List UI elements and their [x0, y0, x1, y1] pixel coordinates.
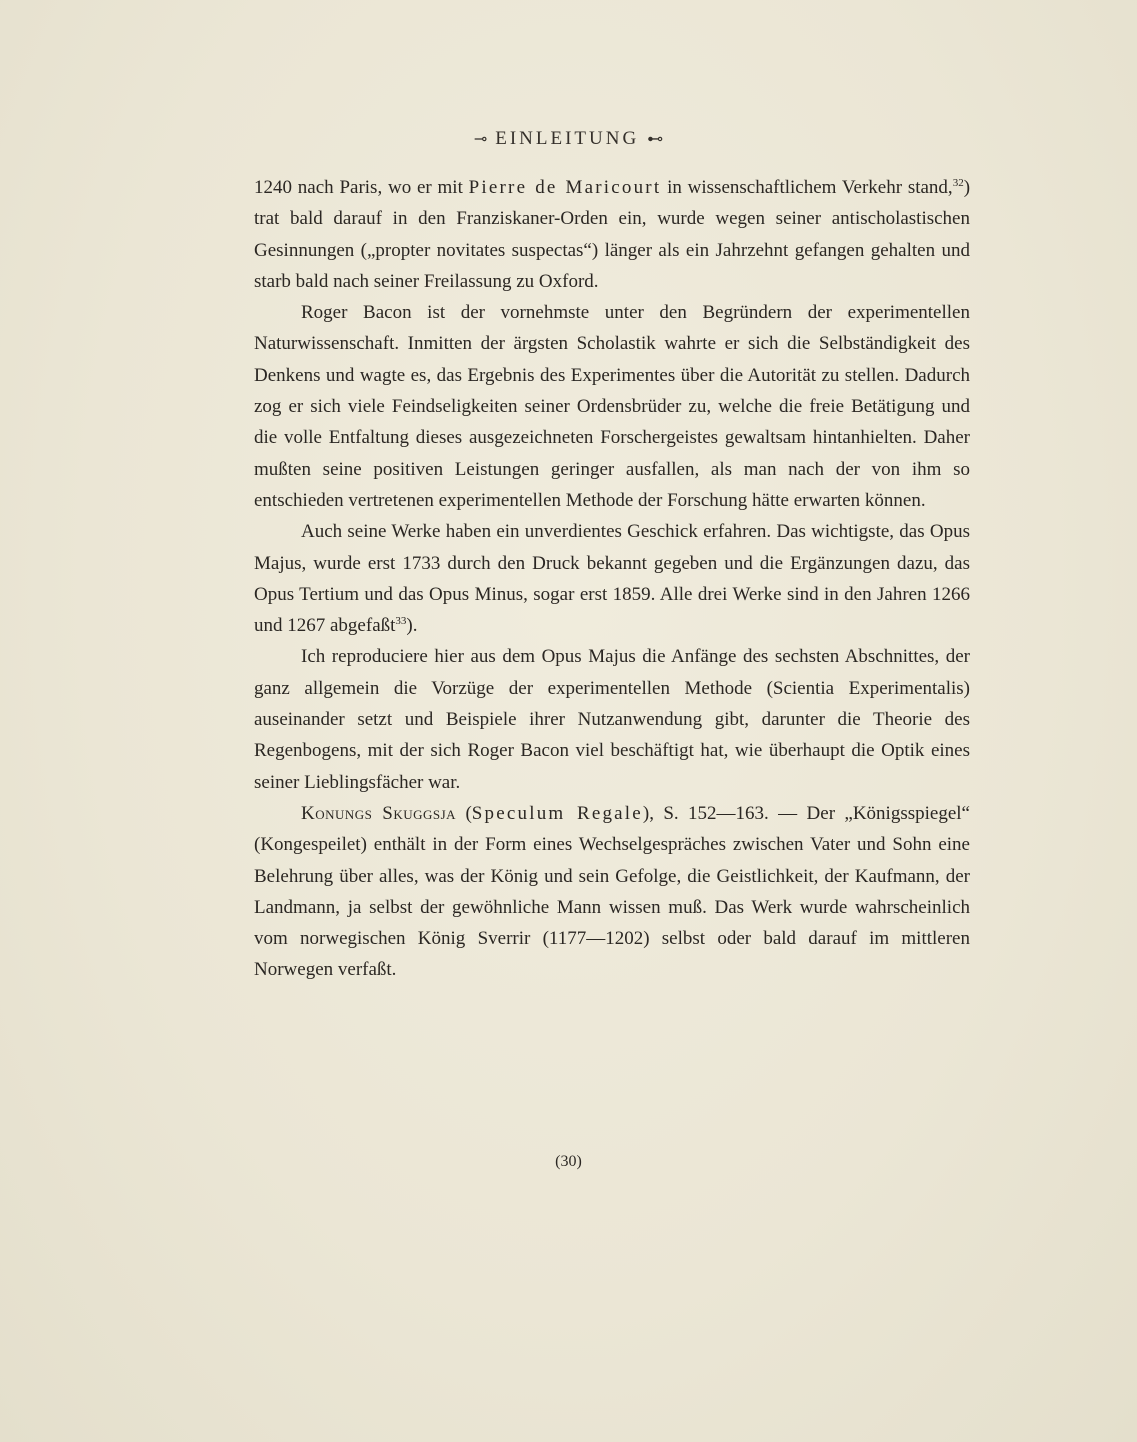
paragraph-3-text-a: Auch seine Werke haben ein unverdientes Geschick erfahren. Das wichtigste, das Opus Majus, wurde erst 1733 durch den Druck bekannt gegeben und die Ergänzungen dazu, das Opus Tertium und das Opus Minus, sogar erst 1859. Alle drei Werke sind in den Jahren 1266 und 1267 abgefaßt [254, 521, 970, 637]
paragraph-3 [254, 516, 970, 641]
source-title: Speculum Regale [471, 802, 643, 824]
source-author: Konungs Skuggsja [301, 802, 457, 824]
paragraph-1 [254, 172, 970, 297]
left-ornament-icon: ⊸ [473, 131, 488, 148]
paragraph-5 [254, 798, 970, 986]
header-title: EINLEITUNG [495, 128, 640, 149]
paragraph-4: Ich reproduciere hier aus dem Opus Majus die Anfänge des sechsten Abschnittes, der ganz allgemein die Vorzüge der experimentellen Methode (Scientia Experimentalis) auseinander setzt und Beispiele ihrer Nutzanwendung gibt, darunter die Theorie des Regenbogens, mit der sich Roger Bacon viel beschäftigt hat, wie überhaupt die Optik eines seiner Lieblingsfächer war. [254, 646, 970, 793]
paragraph-5-text-a: ( [456, 802, 472, 824]
body-text [254, 172, 970, 986]
paragraph-5-text-b: ), S. 152—163. — Der „Königsspiegel“ (Kongespeilet) enthält in der Form eines Wechselgespräches zwischen Vater und Sohn eine Belehrung über alles, was der König und sein Gefolge, die Geistlichkeit, der Kaufmann, der Landmann, ja selbst der gewöhnliche Mann wissen muß. Das Werk wurde wahrscheinlich vom norwegischen König Sverrir (1177—1202) selbst oder bald darauf im mittleren Norwegen verfaßt. [254, 802, 970, 981]
footnote-ref-33: 33 [395, 615, 407, 628]
paragraph-1-text-c: ) trat bald darauf in den Franziskaner-Orden ein, wurde wegen seiner antischolastischen Gesinnungen („propter novitates suspectas“) länger als ein Jahrzehnt gefangen gehalten und starb bald nach seiner Freilassung zu Oxford. [254, 177, 971, 292]
paragraph-3-text-b: ). [406, 615, 418, 637]
right-ornament-icon: ⊷ [647, 131, 664, 148]
person-name-maricourt: Pierre de Maricourt [468, 177, 662, 198]
paragraph-2: Roger Bacon ist der vornehmste unter den Begründern der experimentellen Naturwissenschaft. Inmitten der ärgsten Scholastik wahrte er sich die Selbständigkeit des Denkens und wagte es, das Ergebnis des Experimentes über die Autorität zu stellen. Dadurch zog er sich viele Feindseligkeiten seiner Ordensbrüder zu, welche die freie Betätigung und die volle Entfaltung dieses ausgezeichneten Forschergeistes gewaltsam hintanhielten. Daher mußten seine positiven Leistungen geringer ausfallen, als man nach der von ihm so entschieden vertretenen experimentellen Methode der Forschung hätte erwarten können. [254, 302, 970, 511]
page-number: (30) [555, 1153, 582, 1170]
running-header [0, 128, 1137, 150]
footnote-ref-32: 32 [952, 177, 964, 189]
paragraph-1-text-a: 1240 nach Paris, wo er mit [254, 177, 469, 198]
paragraph-1-text-b: in wissenschaftlichem Verkehr stand, [661, 177, 953, 198]
